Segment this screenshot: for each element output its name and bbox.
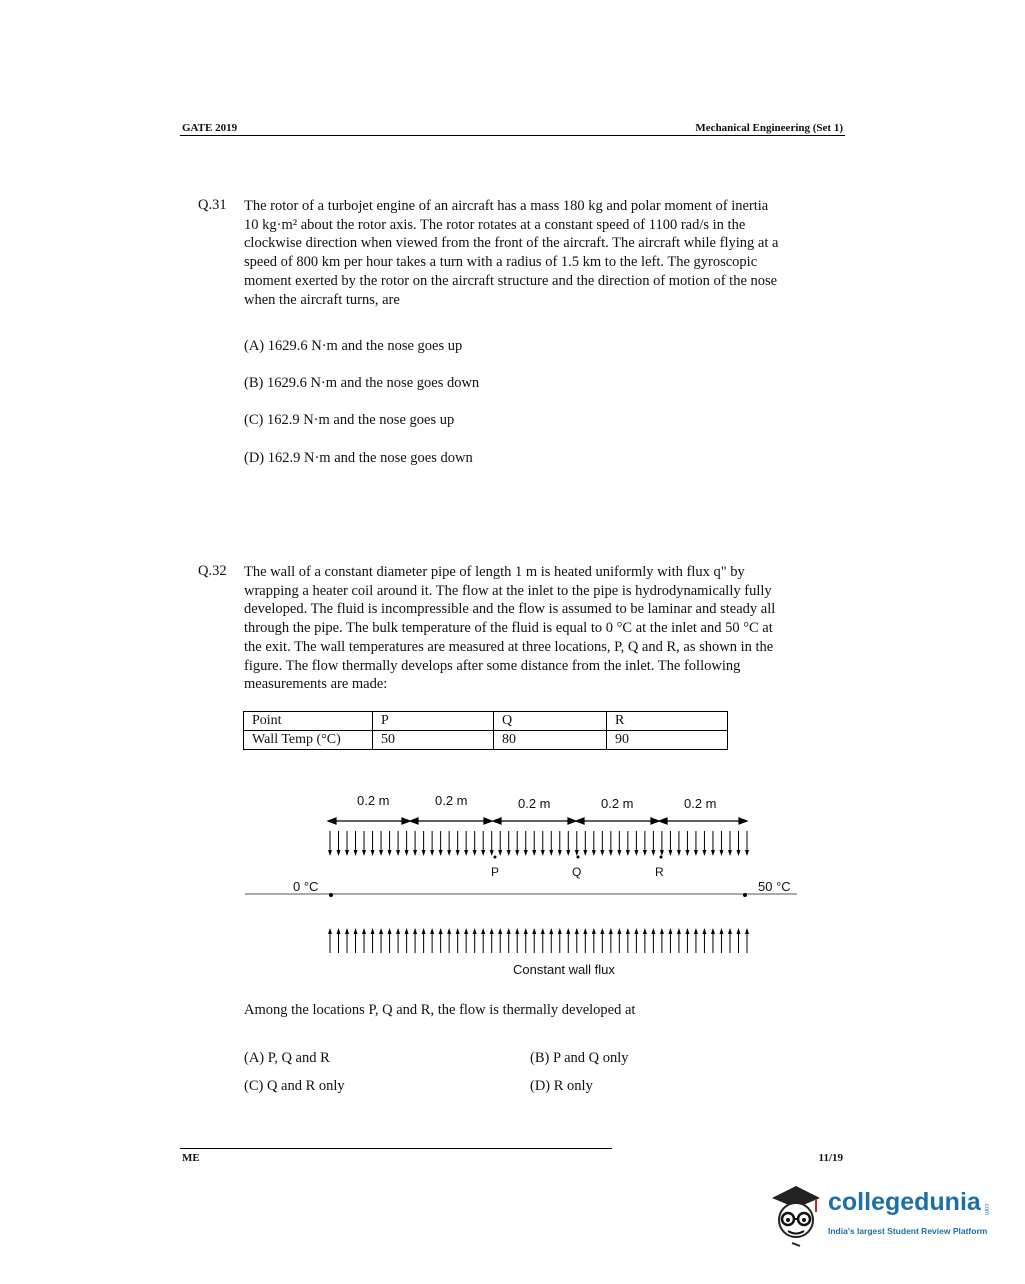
segment-label-3: 0.2 m — [518, 796, 551, 811]
point-r-marker — [660, 856, 663, 859]
flux-arrow-up-head — [379, 928, 383, 934]
flux-arrow-down-head — [685, 850, 689, 856]
flux-arrow-up-head — [362, 928, 366, 934]
q32-question: Among the locations P, Q and R, the flow is thermally developed at — [244, 1002, 636, 1018]
heat-flux-arrows-bottom — [328, 928, 749, 953]
flux-arrow-down-head — [711, 850, 715, 856]
flux-arrow-down-head — [575, 850, 579, 856]
q32-line: The wall of a constant diameter pipe of length 1 m is heated uniformly with flux q" by — [244, 564, 745, 580]
table-header-cell: R — [607, 712, 728, 731]
flux-arrow-down-head — [379, 850, 383, 856]
flux-arrow-down-head — [532, 850, 536, 856]
flux-arrow-down-head — [473, 850, 477, 856]
figure-caption: Constant wall flux — [513, 962, 615, 977]
q32-line: figure. The flow thermally develops after some distance from the inlet. The following — [244, 657, 741, 674]
flux-arrow-down-head — [677, 850, 681, 856]
flux-arrow-down-head — [439, 850, 443, 856]
flux-arrow-down-head — [694, 850, 698, 856]
flux-arrow-down-head — [371, 850, 375, 856]
q31-number: Q.31 — [198, 197, 227, 213]
flux-arrow-up-head — [711, 928, 715, 934]
flux-arrow-down-head — [736, 850, 740, 856]
q31-line: speed of 800 km per hour takes a turn with a radius of 1.5 km to the left. The gyroscopic — [244, 254, 758, 271]
q32-option-b[interactable]: (B) P and Q only — [530, 1050, 629, 1066]
q32-line: through the pipe. The bulk temperature of the fluid is equal to 0 °C at the inlet and 50 °C at — [244, 620, 773, 637]
flux-arrow-down-head — [583, 850, 587, 856]
flux-arrow-up-head — [609, 928, 613, 934]
q32-line: developed. The fluid is incompressible and the flow is assumed to be laminar and steady all — [244, 601, 776, 618]
flux-arrow-down-head — [430, 850, 434, 856]
flux-arrow-up-head — [532, 928, 536, 934]
flux-arrow-down-head — [405, 850, 409, 856]
flux-arrow-down-head — [617, 850, 621, 856]
flux-arrow-up-head — [660, 928, 664, 934]
q31-line: clockwise direction when viewed from the front of the aircraft. The aircraft while flying at a — [244, 235, 779, 252]
q32-line: the exit. The wall temperatures are measured at three locations, P, Q and R, as shown in the — [244, 638, 774, 655]
point-q-label: Q — [572, 865, 582, 879]
segment-label-1: 0.2 m — [357, 793, 390, 808]
q31-line: moment exerted by the rotor on the aircraft structure and the direction of motion of the nose — [244, 272, 778, 289]
flux-arrow-down-head — [592, 850, 596, 856]
flux-arrow-up-head — [388, 928, 392, 934]
q31-option-a[interactable]: (A) 1629.6 N·m and the nose goes up — [244, 338, 463, 354]
flux-arrow-down-head — [524, 850, 528, 856]
flux-arrow-up-head — [371, 928, 375, 934]
footer-rule — [180, 1148, 612, 1149]
flux-arrow-up-head — [430, 928, 434, 934]
outlet-temp-label: 50 °C — [758, 879, 791, 894]
q31-option-d[interactable]: (D) 162.9 N·m and the nose goes down — [244, 450, 473, 466]
flux-arrow-up-head — [651, 928, 655, 934]
q31-line: 10 kg·m² about the rotor axis. The rotor rotates at a constant speed of 1100 rad/s in the — [244, 216, 746, 233]
point-r-label: R — [655, 865, 664, 879]
q31-line: when the aircraft turns, are — [244, 291, 400, 308]
point-p-label: P — [491, 865, 500, 879]
inlet-point — [329, 893, 333, 897]
logo-suffix: .com — [983, 1202, 989, 1216]
flux-arrow-up-head — [626, 928, 630, 934]
flux-arrow-up-head — [549, 928, 553, 934]
page-number: 11/19 — [818, 1152, 843, 1164]
flux-arrow-up-head — [422, 928, 426, 934]
header-exam-name: GATE 2019 — [182, 122, 238, 134]
flux-arrow-up-head — [745, 928, 749, 934]
flux-arrow-up-head — [447, 928, 451, 934]
flux-arrow-down-head — [558, 850, 562, 856]
flux-arrow-up-head — [583, 928, 587, 934]
q31-option-b[interactable]: (B) 1629.6 N·m and the nose goes down — [244, 375, 480, 391]
flux-arrow-up-head — [456, 928, 460, 934]
flux-arrow-down-head — [541, 850, 545, 856]
flux-arrow-up-head — [643, 928, 647, 934]
flux-arrow-down-head — [643, 850, 647, 856]
logo-tagline: India's largest Student Review Platform — [828, 1226, 988, 1236]
flux-arrow-down-head — [362, 850, 366, 856]
table-cell: 90 — [607, 731, 728, 750]
flux-arrow-down-head — [464, 850, 468, 856]
flux-arrow-up-head — [575, 928, 579, 934]
flux-arrow-down-head — [702, 850, 706, 856]
table-cell: 80 — [494, 731, 607, 750]
flux-arrow-down-head — [600, 850, 604, 856]
table-header-cell: Point — [244, 712, 373, 731]
q31-option-c[interactable]: (C) 162.9 N·m and the nose goes up — [244, 412, 455, 428]
flux-arrow-up-head — [498, 928, 502, 934]
flux-arrow-up-head — [328, 928, 332, 934]
flux-arrow-up-head — [558, 928, 562, 934]
flux-arrow-up-head — [702, 928, 706, 934]
flux-arrow-down-head — [507, 850, 511, 856]
flux-arrow-down-head — [481, 850, 485, 856]
flux-arrow-up-head — [728, 928, 732, 934]
q32-option-a[interactable]: (A) P, Q and R — [244, 1050, 330, 1066]
collegedunia-logo-text: collegedunia — [828, 1188, 981, 1216]
flux-arrow-down-head — [651, 850, 655, 856]
flux-arrow-up-head — [600, 928, 604, 934]
flux-arrow-down-head — [668, 850, 672, 856]
flux-arrow-down-head — [498, 850, 502, 856]
flux-arrow-up-head — [685, 928, 689, 934]
point-q-marker — [577, 856, 580, 859]
flux-arrow-up-head — [396, 928, 400, 934]
q32-number: Q.32 — [198, 563, 227, 579]
segment-label-2: 0.2 m — [435, 793, 468, 808]
outlet-point — [743, 893, 747, 897]
flux-arrow-down-head — [328, 850, 332, 856]
flux-arrow-down-head — [745, 850, 749, 856]
flux-arrow-up-head — [524, 928, 528, 934]
header-paper-name: Mechanical Engineering (Set 1) — [695, 122, 843, 134]
flux-arrow-up-head — [719, 928, 723, 934]
flux-arrow-up-head — [473, 928, 477, 934]
flux-arrow-down-head — [422, 850, 426, 856]
flux-arrow-up-head — [668, 928, 672, 934]
q31-line: The rotor of a turbojet engine of an aircraft has a mass 180 kg and polar moment of inertia — [244, 198, 769, 214]
flux-arrow-up-head — [405, 928, 409, 934]
flux-arrow-up-head — [694, 928, 698, 934]
flux-arrow-up-head — [592, 928, 596, 934]
flux-arrow-down-head — [719, 850, 723, 856]
flux-arrow-down-head — [413, 850, 417, 856]
point-p-marker — [494, 856, 497, 859]
flux-arrow-down-head — [634, 850, 638, 856]
flux-arrow-down-head — [396, 850, 400, 856]
heat-flux-arrows-top — [328, 831, 749, 856]
flux-arrow-up-head — [634, 928, 638, 934]
flux-arrow-down-head — [354, 850, 358, 856]
flux-arrow-down-head — [609, 850, 613, 856]
footer-subject: ME — [182, 1152, 200, 1164]
segment-label-5: 0.2 m — [684, 796, 717, 811]
inlet-temp-label: 0 °C — [293, 879, 319, 894]
flux-arrow-up-head — [464, 928, 468, 934]
flux-arrow-up-head — [490, 928, 494, 934]
flux-arrow-down-head — [345, 850, 349, 856]
flux-arrow-down-head — [456, 850, 460, 856]
flux-arrow-up-head — [507, 928, 511, 934]
flux-arrow-up-head — [439, 928, 443, 934]
flux-arrow-down-head — [447, 850, 451, 856]
q32-line: measurements are made: — [244, 676, 388, 693]
flux-arrow-down-head — [490, 850, 494, 856]
flux-arrow-down-head — [728, 850, 732, 856]
flux-arrow-up-head — [736, 928, 740, 934]
flux-arrow-up-head — [541, 928, 545, 934]
flux-arrow-up-head — [515, 928, 519, 934]
table-header-cell: Q — [494, 712, 607, 731]
table-cell: 50 — [373, 731, 494, 750]
table-cell: Wall Temp (°C) — [244, 731, 373, 750]
collegedunia-mascot-icon — [766, 1180, 828, 1250]
flux-arrow-down-head — [660, 850, 664, 856]
flux-arrow-down-head — [515, 850, 519, 856]
flux-arrow-down-head — [337, 850, 341, 856]
flux-arrow-down-head — [388, 850, 392, 856]
q32-line: wrapping a heater coil around it. The flow at the inlet to the pipe is hydrodynamically fully — [244, 582, 772, 599]
flux-arrow-up-head — [345, 928, 349, 934]
q32-option-c[interactable]: (C) Q and R only — [244, 1078, 345, 1094]
flux-arrow-up-head — [617, 928, 621, 934]
flux-arrow-up-head — [481, 928, 485, 934]
flux-arrow-up-head — [566, 928, 570, 934]
flux-arrow-down-head — [566, 850, 570, 856]
flux-arrow-up-head — [354, 928, 358, 934]
flux-arrow-up-head — [677, 928, 681, 934]
flux-arrow-down-head — [626, 850, 630, 856]
flux-arrow-up-head — [337, 928, 341, 934]
flux-arrow-down-head — [549, 850, 553, 856]
segment-label-4: 0.2 m — [601, 796, 634, 811]
table-header-cell: P — [373, 712, 494, 731]
q32-option-d[interactable]: (D) R only — [530, 1078, 593, 1094]
flux-arrow-up-head — [413, 928, 417, 934]
